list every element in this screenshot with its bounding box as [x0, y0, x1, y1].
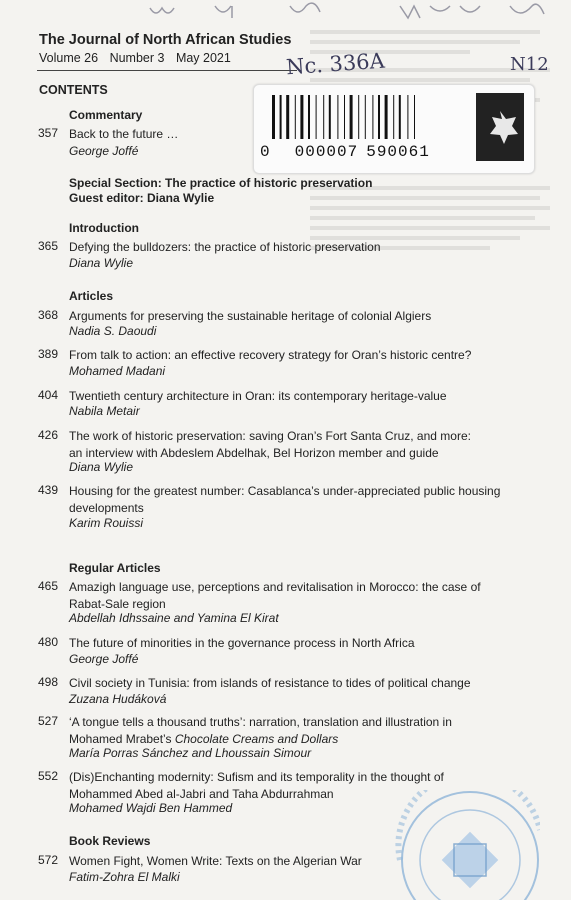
barcode-number-part: 0: [260, 143, 271, 161]
article-author: María Porras Sánchez and Lhoussain Simour: [69, 746, 312, 760]
page-number: 357: [38, 126, 59, 140]
article-author: Nabila Metair: [69, 404, 140, 418]
page-number: 389: [38, 347, 59, 361]
page-number: 552: [38, 769, 59, 783]
article-author: Zuzana Hudáková: [69, 692, 167, 706]
page-number: 498: [38, 675, 59, 689]
barcode-number-part: 000007: [294, 143, 359, 161]
library-stamp: [380, 790, 540, 900]
journal-issue-info: [39, 51, 231, 65]
title-text: Mohamed Mrabet’s: [69, 731, 175, 746]
handwritten-call-number: Nc. 336A: [285, 48, 386, 80]
volume-label: Volume 26: [39, 51, 99, 65]
article-title: [69, 428, 509, 461]
page-number: 368: [38, 308, 59, 322]
title-line: developments: [69, 500, 144, 515]
page-number: 527: [38, 714, 59, 728]
section-introduction: Introduction: [69, 221, 139, 235]
article-title: [69, 483, 509, 516]
title-line: Amazigh language use, perceptions and revitalisation in Morocco: the case of: [69, 580, 481, 594]
article-title: [69, 239, 509, 256]
issue-date: May 2021: [175, 51, 231, 65]
title-line: Rabat-Sale region: [69, 596, 166, 611]
page-number: 439: [38, 483, 59, 497]
page-number: 572: [38, 853, 59, 867]
title-line: Back to the future …: [69, 127, 179, 141]
title-line: Housing for the greatest number: Casablanca’s under-appreciated public housing: [69, 484, 501, 498]
contents-heading: CONTENTS: [39, 83, 108, 97]
article-author: George Joffé: [69, 144, 139, 158]
issue-number: Number 3: [109, 51, 165, 65]
barcode-number-part: 590061: [366, 143, 430, 161]
handwritten-margin-note: N12: [510, 54, 549, 75]
section-book-reviews: Book Reviews: [69, 834, 151, 848]
article-title: [69, 579, 509, 612]
section-regular-articles: Regular Articles: [69, 561, 161, 575]
section-commentary: Commentary: [69, 108, 143, 122]
title-line: ‘A tongue tells a thousand truths’: narration, translation and illustration in: [69, 715, 452, 729]
article-title: [69, 126, 509, 143]
article-author: Nadia S. Daoudi: [69, 324, 157, 338]
article-author: Abdellah Idhssaine and Yamina El Kirat: [69, 611, 279, 625]
article-title: [69, 635, 509, 652]
title-line: Civil society in Tunisia: from islands of resistance to tides of political change: [69, 676, 471, 690]
article-author: Diana Wylie: [69, 256, 134, 270]
article-author: Diana Wylie: [69, 460, 134, 474]
article-author: George Joffé: [69, 652, 139, 666]
article-author: Fatim-Zohra El Malki: [69, 870, 180, 884]
title-line: Women Fight, Women Write: Texts on the Algerian War: [69, 854, 362, 868]
section-articles: Articles: [69, 289, 114, 303]
guest-editor: Guest editor: Diana Wylie: [69, 191, 215, 205]
article-title: [69, 388, 509, 405]
page-number: 365: [38, 239, 59, 253]
title-line: Mohammed Abed al-Jabri and Taha Abdurrahman: [69, 786, 334, 801]
title-line: Defying the bulldozers: the practice of historic preservation: [69, 240, 381, 254]
title-line: From talk to action: an effective recovery strategy for Oran’s historic centre?: [69, 348, 472, 362]
title-line: The work of historic preservation: saving Oran’s Fort Santa Cruz, and more:: [69, 429, 471, 443]
title-line: (Dis)Enchanting modernity: Sufism and its temporality in the thought of: [69, 770, 444, 784]
article-title: [69, 714, 509, 747]
page-number: 404: [38, 388, 59, 402]
title-line: Twentieth century architecture in Oran: its contemporary heritage-value: [69, 389, 447, 403]
article-title: [69, 675, 509, 692]
header-rule: [37, 70, 297, 71]
title-italic-part: Chocolate Creams and Dollars: [174, 731, 339, 746]
article-author: Mohamed Wajdi Ben Hammed: [69, 801, 233, 815]
page-number: 480: [38, 635, 59, 649]
article-title: [69, 347, 509, 364]
page-number: 426: [38, 428, 59, 442]
title-line: [69, 731, 509, 748]
page-number: 465: [38, 579, 59, 593]
title-line: The future of minorities in the governance process in North Africa: [69, 636, 415, 650]
section-special: Special Section: The practice of historic preservation: [69, 176, 373, 190]
title-line: an interview with Abdeslem Abdelhak, Bel Horizon member and guide: [69, 445, 439, 460]
journal-title: The Journal of North African Studies: [39, 32, 292, 48]
article-author: Mohamed Madani: [69, 364, 166, 378]
title-line: Arguments for preserving the sustainable heritage of colonial Algiers: [69, 309, 432, 323]
article-author: Karim Rouissi: [69, 516, 144, 530]
barcode-number: [260, 143, 430, 161]
article-title: [69, 308, 509, 325]
handwritten-scribble-top: [0, 0, 571, 26]
